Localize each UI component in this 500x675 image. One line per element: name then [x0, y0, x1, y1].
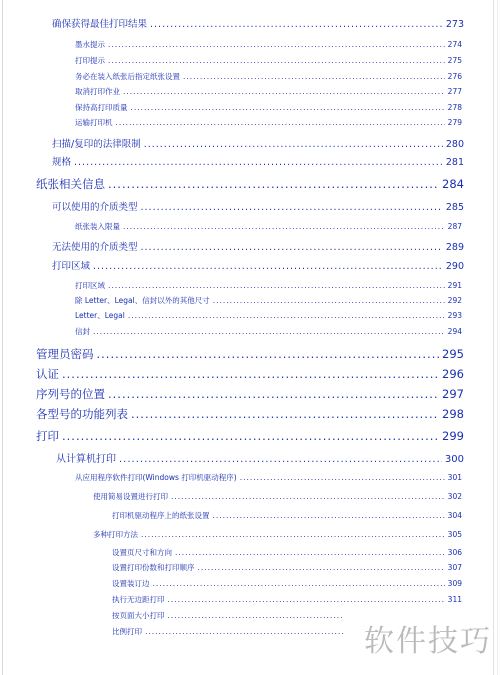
toc-leader-dots: [108, 281, 445, 290]
toc-leader-dots: [108, 387, 439, 401]
page-edge-right-shadow: [497, 0, 498, 675]
toc-entry-title: 可以使用的介质类型: [52, 202, 138, 213]
toc-entry[interactable]: [112, 510, 462, 521]
toc-entry-page: 294: [447, 327, 462, 336]
toc-leader-dots: [198, 563, 445, 572]
toc-leader-dots: [153, 579, 445, 588]
toc-entry-page: 304: [447, 511, 462, 520]
toc-leader-dots: [213, 296, 445, 305]
toc-entry[interactable]: [75, 221, 462, 232]
toc-leader-dots: [141, 202, 443, 213]
toc-entry[interactable]: [75, 326, 462, 337]
toc-entry-title: 打印机驱动程序上的纸张设置: [112, 511, 210, 520]
toc-entry-page: 309: [447, 579, 462, 588]
toc-entry-title: 各型号的功能列表: [36, 407, 128, 421]
toc-entry-page: 289: [445, 242, 464, 253]
toc-entry[interactable]: [93, 491, 462, 502]
toc-entry-page: 295: [442, 347, 464, 361]
toc-entry[interactable]: [52, 239, 464, 253]
toc-entry-page: 301: [447, 473, 462, 482]
toc-entry[interactable]: [112, 594, 462, 605]
toc-leader-dots: [93, 261, 443, 272]
toc-leader-dots: [74, 157, 443, 168]
toc-leader-dots: [175, 548, 445, 557]
toc-entry[interactable]: [112, 610, 347, 621]
toc-entry-title: 多种打印方法: [93, 530, 138, 539]
toc-entry-page: 291: [447, 281, 462, 290]
toc-entry[interactable]: [75, 472, 462, 483]
toc-entry-title: 规格: [52, 157, 72, 168]
toc-leader-dots: [108, 56, 445, 65]
toc-entry-page: 311: [447, 595, 462, 604]
toc-entry-page: 279: [447, 118, 462, 127]
toc-entry[interactable]: [75, 71, 462, 82]
toc-entry[interactable]: [93, 529, 462, 540]
toc-leader-dots: [145, 627, 344, 636]
toc-leader-dots: [168, 611, 345, 620]
toc-entry-title: 管理员密码: [36, 347, 94, 361]
toc-entry-page: 293: [447, 311, 462, 320]
toc-leader-dots: [183, 72, 445, 81]
toc-entry-title: 设置页尺寸和方向: [112, 548, 172, 557]
toc-entry-page: 305: [447, 530, 462, 539]
toc-entry-title: 扫描/复印的法律限制: [52, 139, 141, 150]
toc-leader-dots: [119, 454, 442, 465]
toc-leader-dots: [144, 139, 443, 150]
toc-leader-dots: [150, 19, 443, 30]
toc-entry-page: 298: [442, 407, 464, 421]
toc-entry[interactable]: [75, 295, 462, 306]
toc-entry-page: 278: [447, 103, 462, 112]
toc-entry[interactable]: [36, 176, 464, 192]
toc-leader-dots: [123, 222, 445, 231]
toc-entry-title: 打印提示: [75, 56, 105, 65]
toc-entry[interactable]: [36, 366, 464, 382]
toc-entry-page: 300: [444, 454, 464, 465]
toc-entry-title: 务必在装入纸张后指定纸张设置: [75, 72, 180, 81]
toc-entry-title: 从计算机打印: [56, 454, 116, 465]
toc-entry-title: 信封: [75, 327, 90, 336]
toc-leader-dots: [240, 473, 445, 482]
toc-leader-dots: [108, 177, 439, 191]
toc-entry-title: 设置打印份数和打印顺序: [112, 563, 195, 572]
toc-entry-page: 290: [445, 261, 464, 272]
toc-entry-title: 认证: [36, 367, 59, 381]
toc-leader-dots: [131, 103, 445, 112]
toc-leader-dots: [128, 311, 445, 320]
toc-entry-title: 除 Letter、Legal、信封以外的其他尺寸: [75, 296, 210, 305]
toc-entry-title: 打印区域: [75, 281, 105, 290]
toc-entry-title: 打印区域: [52, 261, 91, 272]
toc-entry[interactable]: [75, 310, 462, 321]
toc-leader-dots: [141, 530, 445, 539]
toc-entry-page: 277: [447, 87, 462, 96]
toc-entry[interactable]: [56, 450, 464, 465]
toc-leader-dots: [168, 595, 445, 604]
toc-leader-dots: [93, 327, 445, 336]
toc-entry-page: 273: [445, 19, 464, 30]
toc-entry[interactable]: [75, 102, 462, 113]
toc-entry-title: 无法使用的介质类型: [52, 242, 138, 253]
toc-entry-page: 299: [442, 429, 464, 443]
toc-entry-title: 设置装订边: [112, 579, 150, 588]
toc-entry[interactable]: [112, 578, 462, 589]
toc-entry-page: 276: [447, 72, 462, 81]
toc-entry[interactable]: [112, 562, 462, 573]
toc-entry[interactable]: [75, 280, 462, 291]
toc-entry-title: 比例打印: [112, 627, 142, 636]
toc-entry-page: 307: [447, 563, 462, 572]
toc-leader-dots: [97, 347, 440, 361]
toc-entry[interactable]: [52, 16, 464, 30]
toc-entry-title: 从应用程序软件打印(Windows 打印机驱动程序): [75, 473, 237, 482]
toc-entry-page: 281: [445, 157, 464, 168]
toc-entry-title: 墨水提示: [75, 40, 105, 49]
toc-entry-page: 296: [442, 367, 464, 381]
toc-leader-dots: [213, 511, 445, 520]
toc-entry-title: 保持高打印质量: [75, 103, 128, 112]
toc-entry-title: 执行无边距打印: [112, 595, 165, 604]
page-edge-right: [493, 0, 494, 675]
toc-entry-page: 302: [447, 492, 462, 501]
toc-entry-page: 275: [447, 56, 462, 65]
toc-entry-title: 打印: [36, 429, 59, 443]
toc-entry[interactable]: [112, 626, 347, 637]
toc-entry[interactable]: [36, 428, 464, 444]
toc-entry-title: 运输打印机: [75, 118, 113, 127]
toc-entry[interactable]: [36, 406, 464, 422]
toc-entry-page: 284: [442, 177, 464, 191]
toc-entry[interactable]: [52, 258, 464, 272]
toc-leader-dots: [171, 492, 445, 501]
toc-entry-page: 306: [447, 548, 462, 557]
toc-entry[interactable]: [112, 547, 462, 558]
toc-entry[interactable]: [75, 86, 462, 97]
toc-entry[interactable]: [52, 136, 464, 150]
toc-entry[interactable]: [52, 199, 464, 213]
toc-entry-page: 297: [442, 387, 464, 401]
toc-entry[interactable]: [52, 154, 464, 168]
toc-leader-dots: [62, 429, 439, 443]
toc-leader-dots: [108, 40, 445, 49]
toc-entry[interactable]: [75, 39, 462, 50]
toc-entry[interactable]: [36, 346, 464, 362]
toc-entry-title: 使用简易设置进行打印: [93, 492, 168, 501]
watermark-text: 软件技巧: [364, 624, 492, 659]
toc-entry[interactable]: [75, 55, 462, 66]
toc-entry-title: 纸张相关信息: [36, 177, 105, 191]
toc-entry-page: 287: [447, 222, 462, 231]
toc-entry-page: 280: [445, 139, 464, 150]
page-edge-left: [2, 0, 3, 675]
toc-leader-dots: [62, 367, 439, 381]
toc-entry[interactable]: [36, 386, 464, 402]
toc-entry-page: 292: [447, 296, 462, 305]
toc-entry-title: 按页面大小打印: [112, 611, 165, 620]
toc-entry[interactable]: [75, 117, 462, 128]
toc-leader-dots: [141, 242, 443, 253]
toc-entry-page: 274: [447, 40, 462, 49]
toc-leader-dots: [123, 87, 445, 96]
toc-entry-title: 取消打印作业: [75, 87, 120, 96]
toc-leader-dots: [131, 407, 439, 421]
toc-entry-title: 确保获得最佳打印结果: [52, 19, 148, 30]
toc-entry-page: 285: [445, 202, 464, 213]
toc-entry-title: 序列号的位置: [36, 387, 105, 401]
toc-entry-title: Letter、Legal: [75, 311, 125, 320]
toc-leader-dots: [116, 118, 445, 127]
toc-entry-title: 纸张装入限量: [75, 222, 120, 231]
